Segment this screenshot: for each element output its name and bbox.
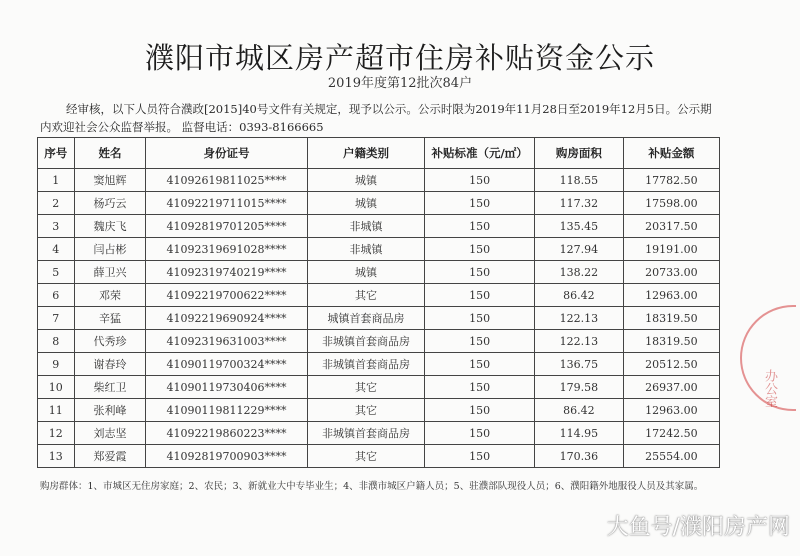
header-col-subsidy-rate: 补贴标准（元/㎡）: [425, 138, 534, 169]
cell-amount: 12963.00: [623, 399, 719, 422]
cell-name: 郑爱霞: [74, 445, 146, 468]
cell-name: 谢春玲: [74, 353, 146, 376]
cell-amount: 26937.00: [623, 376, 719, 399]
cell-household-type: 城镇: [307, 261, 425, 284]
header-col-household-type: 户籍类别: [307, 138, 425, 169]
cell-name: 代秀珍: [74, 330, 146, 353]
cell-amount: 20317.50: [623, 215, 719, 238]
table-row: [38, 192, 720, 215]
cell-amount: 12963.00: [623, 284, 719, 307]
cell-area: 127.94: [534, 238, 623, 261]
cell-subsidy-rate: 150: [425, 261, 534, 284]
cell-name: 薛卫兴: [74, 261, 146, 284]
cell-name: 杨巧云: [74, 192, 146, 215]
cell-household-type: 城镇首套商品房: [307, 307, 425, 330]
cell-household-type: 非城镇首套商品房: [307, 422, 425, 445]
cell-index: 4: [38, 238, 75, 261]
cell-household-type: 其它: [307, 445, 425, 468]
cell-id: 41092219860223****: [146, 422, 307, 445]
cell-subsidy-rate: 150: [425, 376, 534, 399]
cell-index: 3: [38, 215, 75, 238]
cell-area: 86.42: [534, 284, 623, 307]
cell-index: 11: [38, 399, 75, 422]
cell-id: 41092219700622****: [146, 284, 307, 307]
table-row: [38, 238, 720, 261]
cell-index: 10: [38, 376, 75, 399]
cell-id: 41090119730406****: [146, 376, 307, 399]
cell-amount: 20733.00: [623, 261, 719, 284]
header-col-id: 身份证号: [146, 138, 307, 169]
cell-name: 窦旭辉: [74, 169, 146, 192]
cell-household-type: 非城镇: [307, 215, 425, 238]
cell-id: 41092619811025****: [146, 169, 307, 192]
cell-index: 8: [38, 330, 75, 353]
cell-id: 41092219711015****: [146, 192, 307, 215]
cell-subsidy-rate: 150: [425, 445, 534, 468]
cell-name: 柴红卫: [74, 376, 146, 399]
table-header-row: [38, 138, 720, 169]
cell-area: 118.55: [534, 169, 623, 192]
cell-subsidy-rate: 150: [425, 307, 534, 330]
cell-area: 135.45: [534, 215, 623, 238]
cell-household-type: 非城镇: [307, 238, 425, 261]
cell-area: 179.58: [534, 376, 623, 399]
table-row: [38, 307, 720, 330]
cell-household-type: 城镇: [307, 192, 425, 215]
header-col-name: 姓名: [74, 138, 146, 169]
cell-subsidy-rate: 150: [425, 192, 534, 215]
cell-household-type: 其它: [307, 399, 425, 422]
cell-index: 7: [38, 307, 75, 330]
cell-index: 6: [38, 284, 75, 307]
table-row: [38, 353, 720, 376]
cell-area: 170.36: [534, 445, 623, 468]
header-col-area: 购房面积: [534, 138, 623, 169]
cell-id: 41092319691028****: [146, 238, 307, 261]
cell-amount: 19191.00: [623, 238, 719, 261]
cell-area: 136.75: [534, 353, 623, 376]
cell-name: 刘志坚: [74, 422, 146, 445]
table-row: [38, 261, 720, 284]
cell-name: 闫占彬: [74, 238, 146, 261]
cell-household-type: 城镇: [307, 169, 425, 192]
cell-id: 41092319740219****: [146, 261, 307, 284]
cell-name: 邓荣: [74, 284, 146, 307]
footnote: 购房群体：1、市城区无住房家庭；2、农民；3、新就业大中专毕业生；4、非濮市城区户籍人员；5、驻濮部队现役人员；6、濮阳籍外地服役人员及其家属。: [40, 481, 704, 492]
table-row: [38, 215, 720, 238]
cell-amount: 18319.50: [623, 307, 719, 330]
header-col-amount: 补贴金额: [623, 138, 719, 169]
cell-household-type: 非城镇首套商品房: [307, 330, 425, 353]
cell-id: 41092219690924****: [146, 307, 307, 330]
table-row: [38, 422, 720, 445]
cell-subsidy-rate: 150: [425, 238, 534, 261]
cell-amount: 20512.50: [623, 353, 719, 376]
cell-household-type: 其它: [307, 284, 425, 307]
table-row: [38, 169, 720, 192]
table-row: [38, 330, 720, 353]
cell-id: 41090119811229****: [146, 399, 307, 422]
cell-amount: 25554.00: [623, 445, 719, 468]
cell-area: 122.13: [534, 307, 623, 330]
cell-id: 41092819701205****: [146, 215, 307, 238]
cell-amount: 18319.50: [623, 330, 719, 353]
table-body: [38, 169, 720, 468]
page-subtitle: 2019年度第12批次84户: [327, 76, 473, 91]
cell-name: 辛猛: [74, 307, 146, 330]
subsidy-table: [37, 137, 720, 468]
cell-area: 86.42: [534, 399, 623, 422]
seal-text: 办公室: [762, 369, 777, 408]
cell-area: 138.22: [534, 261, 623, 284]
cell-index: 5: [38, 261, 75, 284]
table-row: [38, 376, 720, 399]
cell-index: 2: [38, 192, 75, 215]
cell-area: 122.13: [534, 330, 623, 353]
table-row: [38, 399, 720, 422]
cell-subsidy-rate: 150: [425, 353, 534, 376]
cell-area: 117.32: [534, 192, 623, 215]
cell-amount: 17242.50: [623, 422, 719, 445]
cell-name: 张利峰: [74, 399, 146, 422]
table-row: [38, 284, 720, 307]
cell-index: 13: [38, 445, 75, 468]
page-title: 濮阳市城区房产超市住房补贴资金公示: [144, 41, 655, 75]
cell-id: 41092819700903****: [146, 445, 307, 468]
cell-subsidy-rate: 150: [425, 330, 534, 353]
cell-index: 12: [38, 422, 75, 445]
cell-subsidy-rate: 150: [425, 169, 534, 192]
watermark: 大鱼号/濮阳房产网: [606, 515, 790, 540]
cell-name: 魏庆飞: [74, 215, 146, 238]
cell-subsidy-rate: 150: [425, 284, 534, 307]
cell-subsidy-rate: 150: [425, 422, 534, 445]
cell-subsidy-rate: 150: [425, 399, 534, 422]
header-col-index: 序号: [38, 138, 75, 169]
official-seal: [740, 305, 796, 411]
cell-amount: 17598.00: [623, 192, 719, 215]
cell-id: 41092319631003****: [146, 330, 307, 353]
cell-index: 1: [38, 169, 75, 192]
cell-household-type: 其它: [307, 376, 425, 399]
table-row: [38, 445, 720, 468]
cell-subsidy-rate: 150: [425, 215, 534, 238]
cell-area: 114.95: [534, 422, 623, 445]
cell-amount: 17782.50: [623, 169, 719, 192]
cell-id: 41090119700324****: [146, 353, 307, 376]
intro-paragraph: 经审核，以下人员符合濮政[2015]40号文件有关规定，现予以公示。公示时限为2019年11月28日至2019年12月5日。公示期内欢迎社会公众监督举报。 监督电话：0393-8166665: [40, 102, 712, 134]
cell-index: 9: [38, 353, 75, 376]
cell-household-type: 非城镇首套商品房: [307, 353, 425, 376]
